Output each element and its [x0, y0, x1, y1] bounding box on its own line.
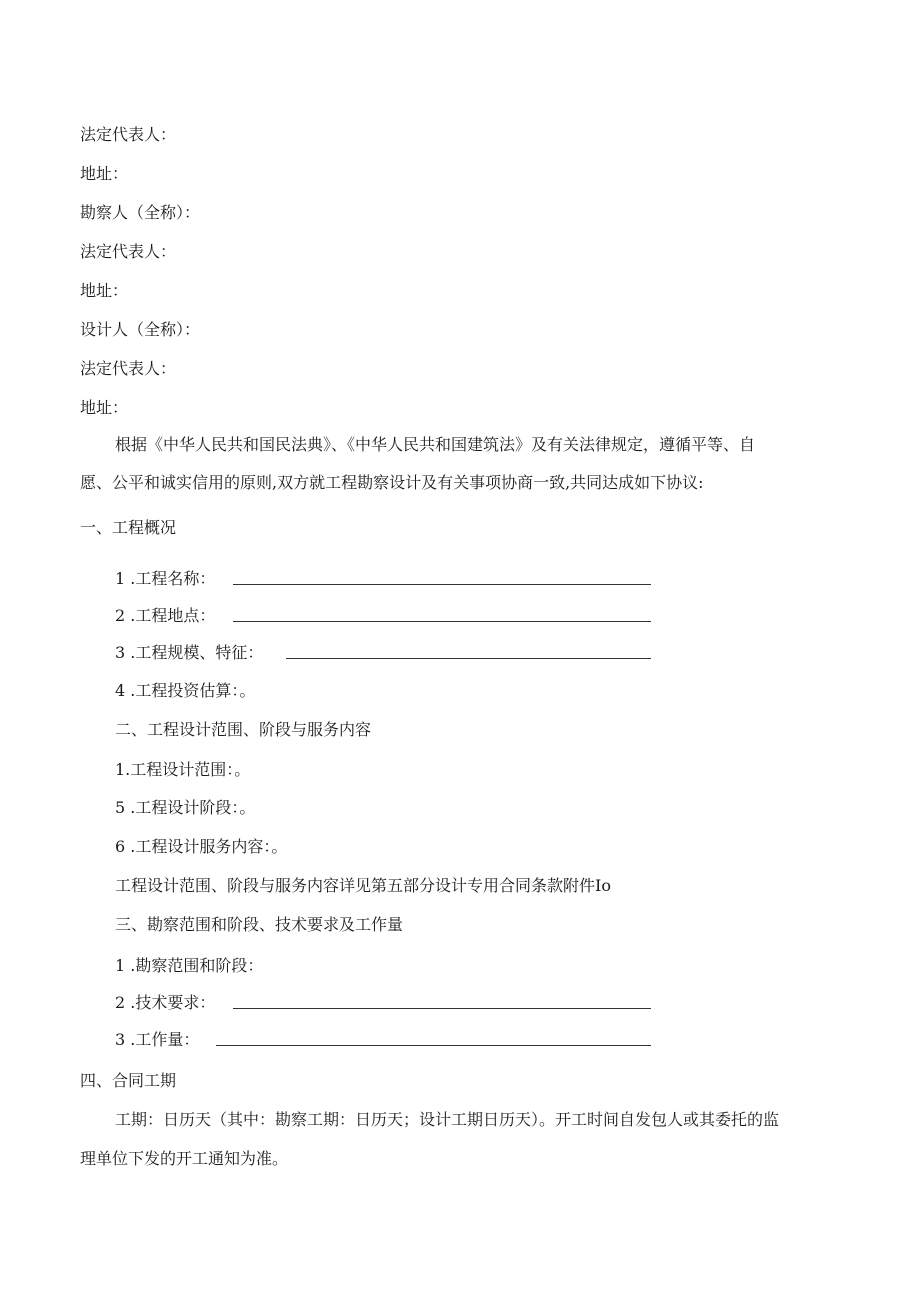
preamble-line-2: 愿、公平和诚实信用的原则,双方就工程勘察设计及有关事项协商一致,共同达成如下协议:: [80, 473, 704, 492]
project-name-item: [115, 568, 215, 590]
workload-label: 3 .工作量：: [115, 1030, 200, 1049]
designer-label: 设计人（全称）：: [80, 320, 201, 339]
project-scale-item: [115, 642, 263, 664]
contract-period-line-2: 理单位下发的开工通知为准。: [80, 1149, 289, 1168]
project-scale-label: 3 .工程规模、特征：: [115, 643, 264, 662]
surveyor-label: 勘察人（全称）：: [80, 203, 201, 222]
section-heading-project-overview: 一、工程概况: [80, 518, 177, 537]
address-label-3: 地址：: [80, 398, 129, 417]
address-label-2: 地址：: [80, 281, 129, 300]
section-heading-design-scope: 二、工程设计范围、阶段与服务内容: [115, 720, 372, 739]
technical-requirements-item: [115, 992, 215, 1014]
project-investment-item: 4 .工程投资估算：。: [115, 681, 256, 700]
workload-blank[interactable]: [216, 1031, 651, 1046]
technical-requirements-label: 2 .技术要求：: [115, 993, 216, 1012]
legal-representative-label-3: 法定代表人：: [80, 359, 177, 378]
project-location-blank[interactable]: [233, 607, 651, 622]
section-heading-contract-period: 四、合同工期: [80, 1071, 177, 1090]
project-location-item: [115, 605, 215, 627]
project-location-label: 2 .工程地点：: [115, 606, 216, 625]
project-name-label: 1 .工程名称：: [115, 569, 216, 588]
legal-representative-label-2: 法定代表人：: [80, 242, 177, 261]
preamble-line-1: 根据《中华人民共和国民法典》、《中华人民共和国建筑法》及有关法律规定，遵循平等、自: [115, 435, 756, 454]
design-stage-item: 5 .工程设计阶段：。: [115, 798, 256, 817]
design-scope-note: 工程设计范围、阶段与服务内容详见第五部分设计专用合同条款附件Io: [115, 876, 611, 895]
workload-item: [115, 1029, 199, 1051]
section-heading-survey-scope: 三、勘察范围和阶段、技术要求及工作量: [115, 915, 404, 934]
contract-period-line-1: 工期：日历天（其中：勘察工期：日历天；设计工期日历天）。开工时间自发包人或其委托的监: [115, 1110, 780, 1129]
design-scope-item: 1.工程设计范围：。: [115, 760, 251, 779]
survey-scope-item: 1 .勘察范围和阶段：: [115, 956, 264, 975]
design-service-item: 6 .工程设计服务内容：。: [115, 837, 288, 856]
project-scale-blank[interactable]: [286, 644, 651, 659]
legal-representative-label-1: 法定代表人：: [80, 125, 177, 144]
address-label-1: 地址：: [80, 164, 129, 183]
technical-requirements-blank[interactable]: [233, 994, 651, 1009]
project-name-blank[interactable]: [233, 570, 651, 585]
